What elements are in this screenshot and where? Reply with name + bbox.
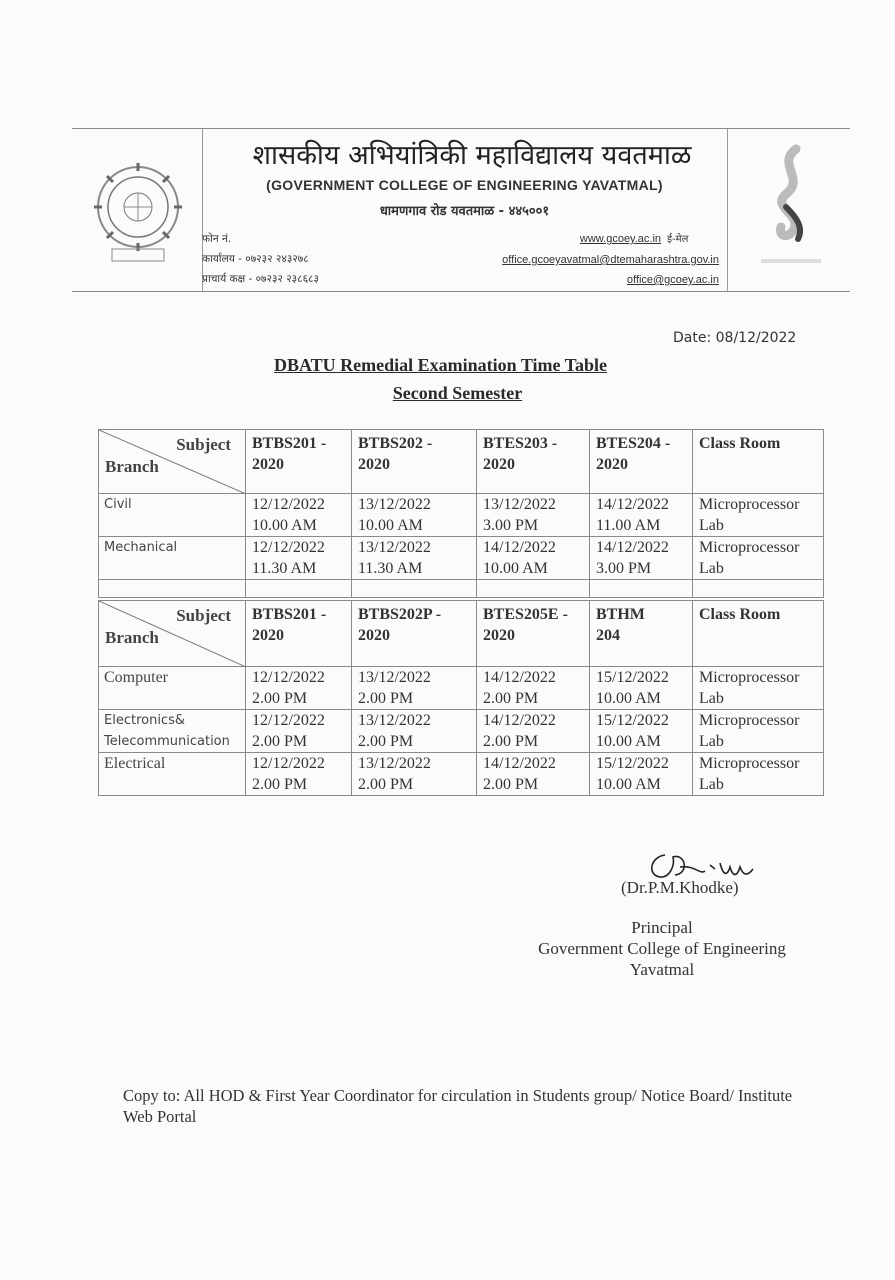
schedule-cell: 13/12/2022 2.00 PM: [352, 753, 477, 796]
header-corner-cell: [99, 601, 246, 667]
column-header: BTBS202P - 2020: [352, 601, 477, 667]
college-seal-icon: [90, 155, 186, 265]
column-header: BTES203 - 2020: [477, 430, 590, 494]
branch-cell: Computer: [99, 667, 246, 710]
document-subtitle: Second Semester: [392, 383, 523, 403]
signatory-institution: Government College of Engineering: [538, 939, 786, 958]
classroom-cell: Microprocessor Lab: [693, 494, 824, 537]
schedule-cell: 12/12/2022 11.30 AM: [246, 537, 352, 580]
classroom-cell: Microprocessor Lab: [693, 667, 824, 710]
schedule-cell: 14/12/2022 11.00 AM: [590, 494, 693, 537]
table-row: [99, 537, 824, 580]
document-date: Date: 08/12/2022: [673, 330, 797, 346]
table-row: [99, 494, 824, 537]
phone-label: फोन नं.: [202, 233, 232, 245]
header-branch-label: Branch: [105, 457, 159, 476]
column-header: BTBS201 - 2020: [246, 601, 352, 667]
branch-cell: Mechanical: [99, 537, 246, 580]
schedule-cell: 14/12/2022 2.00 PM: [477, 710, 590, 753]
column-header: BTBS201 - 2020: [246, 430, 352, 494]
signatory-designation: Principal: [631, 918, 693, 937]
column-header: BTHM 204: [590, 601, 693, 667]
table-row: [99, 710, 824, 753]
emblem-icon: [756, 139, 826, 274]
header-corner-cell: [99, 430, 246, 494]
classroom-cell: Microprocessor Lab: [693, 537, 824, 580]
schedule-cell: 14/12/2022 10.00 AM: [477, 537, 590, 580]
office-phone: कार्यालय - ०७२३२ २४३२७८: [202, 253, 309, 265]
header-subject-label: Subject: [176, 435, 231, 454]
branch-cell: Electrical: [99, 753, 246, 796]
table-header-row: [99, 430, 824, 494]
website-link[interactable]: www.gcoey.ac.in: [579, 233, 662, 245]
schedule-cell: 13/12/2022 2.00 PM: [352, 667, 477, 710]
schedule-cell: 14/12/2022 3.00 PM: [590, 537, 693, 580]
schedule-cell: 14/12/2022 2.00 PM: [477, 753, 590, 796]
signatory-city: Yavatmal: [629, 960, 695, 979]
branch-cell: Electronics& Telecommunication: [99, 710, 246, 753]
schedule-cell: 14/12/2022 2.00 PM: [477, 667, 590, 710]
letterhead: [72, 128, 850, 292]
web-block: [502, 229, 719, 290]
schedule-cell: 13/12/2022 10.00 AM: [352, 494, 477, 537]
column-header: BTES204 - 2020: [590, 430, 693, 494]
schedule-cell: 15/12/2022 10.00 AM: [590, 753, 693, 796]
schedule-cell: 13/12/2022 11.30 AM: [352, 537, 477, 580]
schedule-cell: 15/12/2022 10.00 AM: [590, 710, 693, 753]
signatory-block: [528, 917, 796, 980]
schedule-cell: 12/12/2022 10.00 AM: [246, 494, 352, 537]
principal-phone: प्राचार्य कक्ष - ०७२३२ २३८६८३: [202, 273, 319, 285]
document-title: DBATU Remedial Examination Time Table: [273, 355, 608, 375]
header-subject-label: Subject: [176, 606, 231, 625]
column-header-classroom: Class Room: [693, 601, 824, 667]
column-header: BTES205E - 2020: [477, 601, 590, 667]
email-label: ई-मेल: [667, 234, 689, 245]
classroom-cell: Microprocessor Lab: [693, 710, 824, 753]
letterhead-center: [202, 129, 727, 291]
college-name-hindi: शासकीय अभियांत्रिकी महाविद्यालय यवतमाळ: [252, 140, 692, 171]
phone-block: [202, 229, 319, 289]
branch-cell: Civil: [99, 494, 246, 537]
letterhead-left-panel: [72, 129, 203, 291]
table-row: [99, 753, 824, 796]
timetable-2: [98, 600, 824, 796]
timetable-1: [98, 429, 824, 598]
schedule-cell: 15/12/2022 10.00 AM: [590, 667, 693, 710]
column-header: BTBS202 - 2020: [352, 430, 477, 494]
table-header-row: [99, 601, 824, 667]
header-branch-label: Branch: [105, 628, 159, 647]
schedule-cell: 12/12/2022 2.00 PM: [246, 753, 352, 796]
spacer-row: [99, 580, 824, 598]
email-link-1[interactable]: office.gcoeyavatmal@dtemaharashtra.gov.in: [502, 254, 719, 266]
schedule-cell: 12/12/2022 2.00 PM: [246, 667, 352, 710]
copy-to-note: Copy to: All HOD & First Year Coordinator for circulation in Students group/ Notice Board/ Institute Web Portal: [123, 1086, 793, 1126]
college-name-english: (GOVERNMENT COLLEGE OF ENGINEERING YAVATMAL): [266, 177, 663, 193]
schedule-cell: 12/12/2022 2.00 PM: [246, 710, 352, 753]
email-link-2[interactable]: office@gcoey.ac.in: [626, 274, 719, 286]
classroom-cell: Microprocessor Lab: [693, 753, 824, 796]
column-header-classroom: Class Room: [693, 430, 824, 494]
schedule-cell: 13/12/2022 3.00 PM: [477, 494, 590, 537]
table-row: [99, 667, 824, 710]
schedule-cell: 13/12/2022 2.00 PM: [352, 710, 477, 753]
letterhead-right-panel: [727, 129, 851, 291]
signatory-name: (Dr.P.M.Khodke): [621, 878, 739, 897]
college-address: धामणगाव रोड यवतमाळ - ४४५००१: [379, 204, 550, 219]
